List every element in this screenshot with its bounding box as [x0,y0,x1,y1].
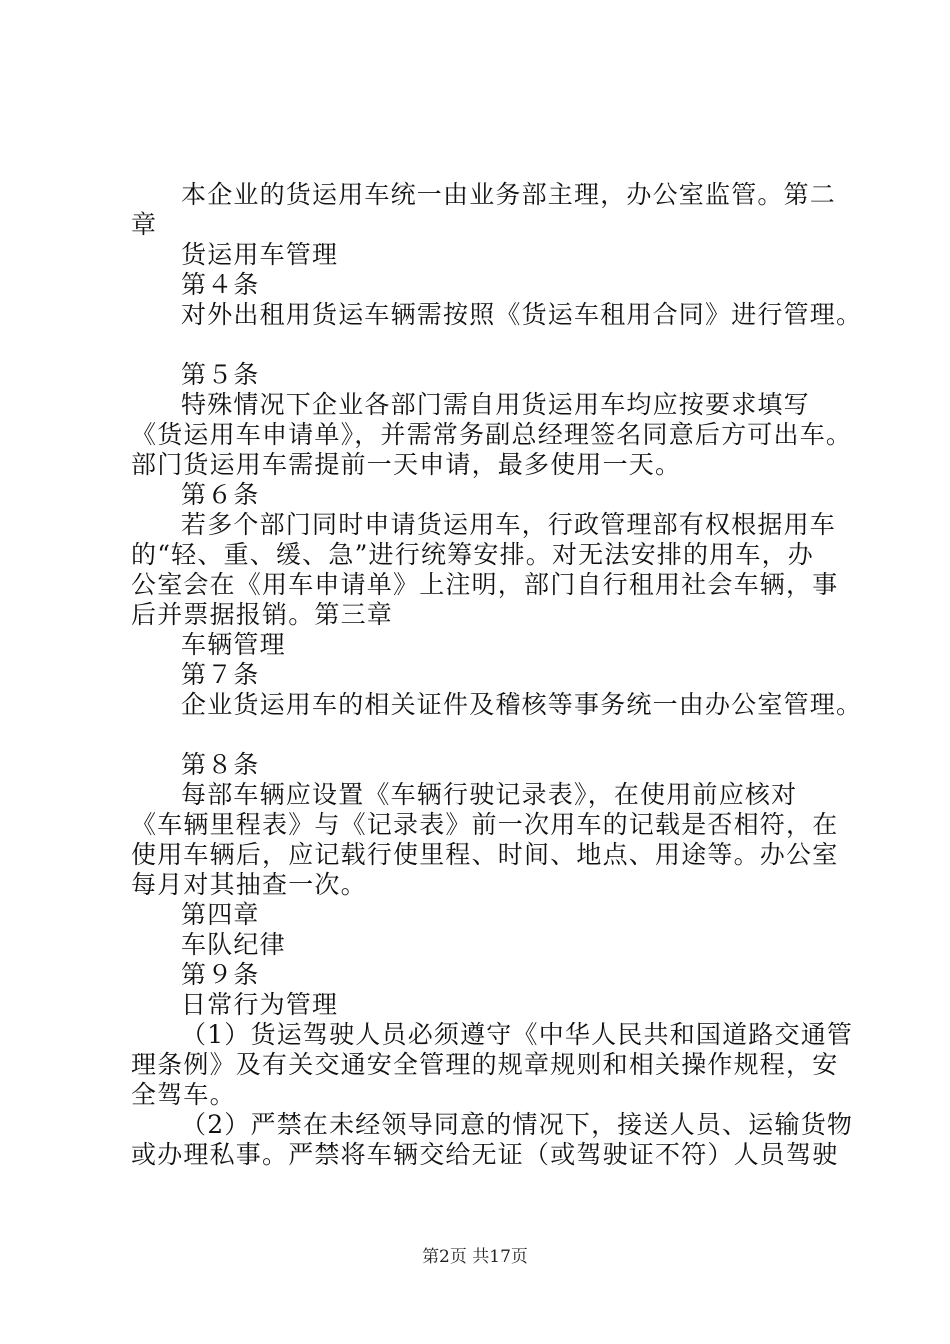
paragraph-line: 理条例》及有关交通安全管理的规章规则和相关操作规程，安 [131,1050,839,1079]
article-heading: 第８条 [181,750,260,779]
paragraph-line: 对外出租用货运车辆需按照《货运车租用合同》进行管理。 [181,300,863,329]
paragraph-line: 每月对其抽查一次。 [131,870,367,899]
paragraph-line: 公室会在《用车申请单》上注明，部门自行租用社会车辆，事 [131,570,839,599]
paragraph-line: 使用车辆后，应记载行使里程、时间、地点、用途等。办公室 [131,840,839,869]
chapter-heading: 第四章 [181,900,260,929]
paragraph-line: 全驾车。 [131,1080,236,1109]
paragraph-line: 《车辆里程表》与《记录表》前一次用车的记载是否相符，在 [131,810,839,839]
paragraph-line: 本企业的货运用车统一由业务部主理，办公室监管。第二 [181,180,837,209]
article-heading: 第６条 [181,480,260,509]
page-footer: 第2页 共17页 [422,1247,528,1267]
chapter-title: 货运用车管理 [181,240,339,269]
paragraph-line: 《货运用车申请单》，并需常务副总经理签名同意后方可出车。 [131,420,853,449]
paragraph-line: 特殊情况下企业各部门需自用货运用车均应按要求填写 [181,390,810,419]
paragraph-line: 企业货运用车的相关证件及稽核等事务统一由办公室管理。 [181,690,863,719]
paragraph-line: 若多个部门同时申请货运用车，行政管理部有权根据用车 [181,510,837,539]
document-body [131,180,863,1170]
article-heading: 第４条 [181,270,260,299]
article-heading: 第７条 [181,660,260,689]
paragraph-line: 的“轻、重、缓、急”进行统筹安排。对无法安排的用车，办 [131,540,814,569]
article-heading: 第５条 [181,360,260,389]
spacer [131,720,831,750]
paragraph-line: 每部车辆应设置《车辆行驶记录表》，在使用前应核对 [181,780,798,809]
section-title: 日常行为管理 [181,990,339,1019]
paragraph-line: 或办理私事。严禁将车辆交给无证（或驾驶证不符）人员驾驶 [131,1140,839,1169]
paragraph-line: （2）严禁在未经领导同意的情况下，接送人员、运输货物 [181,1110,854,1139]
article-heading: 第９条 [181,960,260,989]
paragraph-line: 部门货运用车需提前一天申请，最多使用一天。 [131,450,682,479]
chapter-title: 车队纪律 [181,930,286,959]
paragraph-line: （1）货运驾驶人员必须遵守《中华人民共和国道路交通管 [181,1020,854,1049]
chapter-title: 车辆管理 [181,630,286,659]
paragraph-line: 后并票据报销。第三章 [131,600,394,629]
spacer [131,330,831,360]
paragraph-line: 章 [131,210,158,239]
